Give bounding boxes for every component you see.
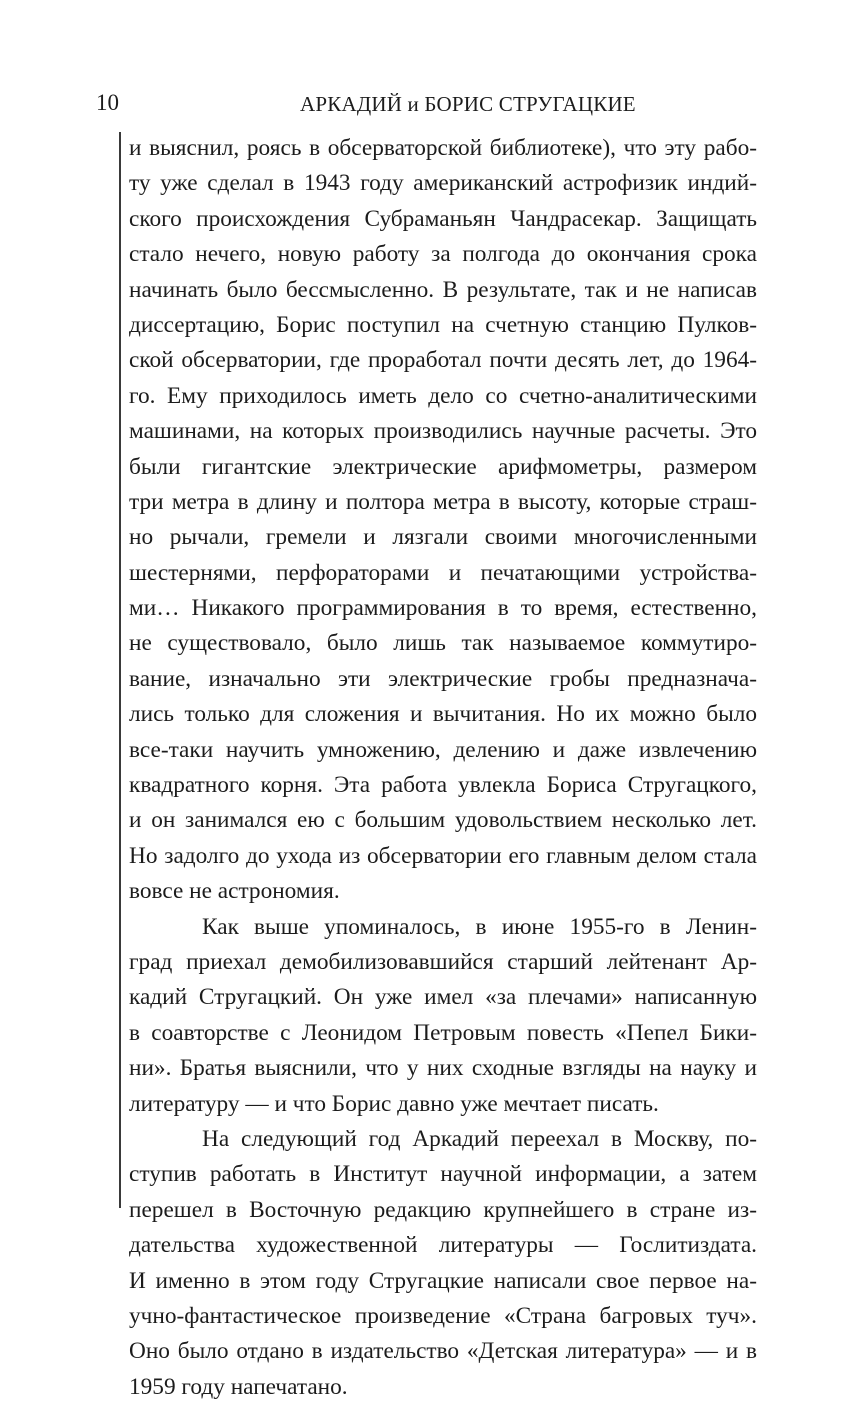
text-line: были гигантские электрические арифмометры, размером — [129, 453, 757, 480]
text-line: перешел в Восточную редакцию крупнейшего в стране из- — [129, 1196, 757, 1223]
paragraph — [129, 1122, 757, 1405]
text-line: ми… Никакого программирования в то время, естественно, — [129, 595, 757, 622]
text-line: ту уже сделал в 1943 году американский астрофизик индий- — [129, 170, 757, 197]
text-line: ступив работать в Институт научной информации, а затем — [129, 1161, 757, 1188]
text-line: вовсе не астрономия. — [129, 878, 340, 905]
text-line: вание, изначально эти электрические гробы предназнача- — [129, 665, 757, 692]
text-line: стало нечего, новую работу за полгода до окончания срока — [129, 241, 757, 268]
text-line: шестернями, перфораторами и печатающими устройства- — [129, 559, 757, 586]
text-line: и он занимался ею с большим удовольствием несколько лет. — [129, 807, 757, 834]
text-line: ской обсерватории, где проработал почти десять лет, до 1964- — [129, 347, 757, 374]
text-line: литературу — и что Борис давно уже мечтает писать. — [129, 1090, 659, 1117]
text-line: Оно было отдано в издательство «Детская литература» — и в — [129, 1338, 757, 1365]
text-line: ского происхождения Субраманьян Чандрасекар. Защищать — [129, 205, 757, 232]
text-line: кадий Стругацкий. Он уже имел «за плечами» написанную — [129, 984, 757, 1011]
text-line: машинами, на которых производились научные расчеты. Это — [129, 418, 757, 445]
running-head-title: АРКАДИЙ и БОРИС СТРУГАЦКИЕ — [300, 92, 636, 116]
text-line: не существовало, было лишь так называемое коммутиро- — [129, 630, 757, 657]
text-line: И именно в этом году Стругацкие написали свое первое на- — [129, 1267, 757, 1294]
margin-rule — [119, 132, 121, 1208]
text-line: На следующий год Аркадий переехал в Москву, по- — [202, 1125, 757, 1152]
text-line: град приехал демобилизовавшийся старший лейтенант Ар- — [129, 948, 757, 975]
text-line: но рычали, гремели и лязгали своими многочисленными — [129, 524, 757, 551]
text-line: начинать было бессмысленно. В результате, так и не написав — [129, 276, 757, 303]
text-line: учно-фантастическое произведение «Страна багровых туч». — [129, 1302, 757, 1329]
text-line: ни». Братья выяснили, что у них сходные взгляды на науку и — [129, 1055, 757, 1082]
text-line: го. Ему приходилось иметь дело со счетно-аналитическими — [129, 382, 757, 409]
text-line: лись только для сложения и вычитания. Но их можно было — [129, 701, 757, 728]
text-line: Но задолго до ухода из обсерватории его главным делом стала — [129, 842, 757, 869]
text-line: три метра в длину и полтора метра в высоту, которые страш- — [129, 488, 757, 515]
text-line: в соавторстве с Леонидом Петровым повесть «Пепел Бики- — [129, 1019, 757, 1046]
paragraph — [129, 910, 757, 1122]
body-text — [129, 131, 757, 1405]
text-line: Как выше упоминалось, в июне 1955-го в Ленин- — [202, 913, 757, 940]
text-line: дательства художественной литературы — Гослитиздата. — [129, 1232, 757, 1259]
paragraph — [129, 131, 757, 910]
page-number: 10 — [96, 90, 119, 115]
text-line: диссертацию, Борис поступил на счетную станцию Пулков- — [129, 311, 757, 338]
text-line: и выяснил, роясь в обсерваторской библиотеке), что эту рабо- — [129, 135, 757, 161]
text-line: квадратного корня. Эта работа увлекла Бориса Стругацкого, — [129, 772, 757, 799]
text-line: 1959 году напечатано. — [129, 1373, 348, 1400]
text-line: все-таки научить умножению, делению и даже извлечению — [129, 736, 757, 763]
